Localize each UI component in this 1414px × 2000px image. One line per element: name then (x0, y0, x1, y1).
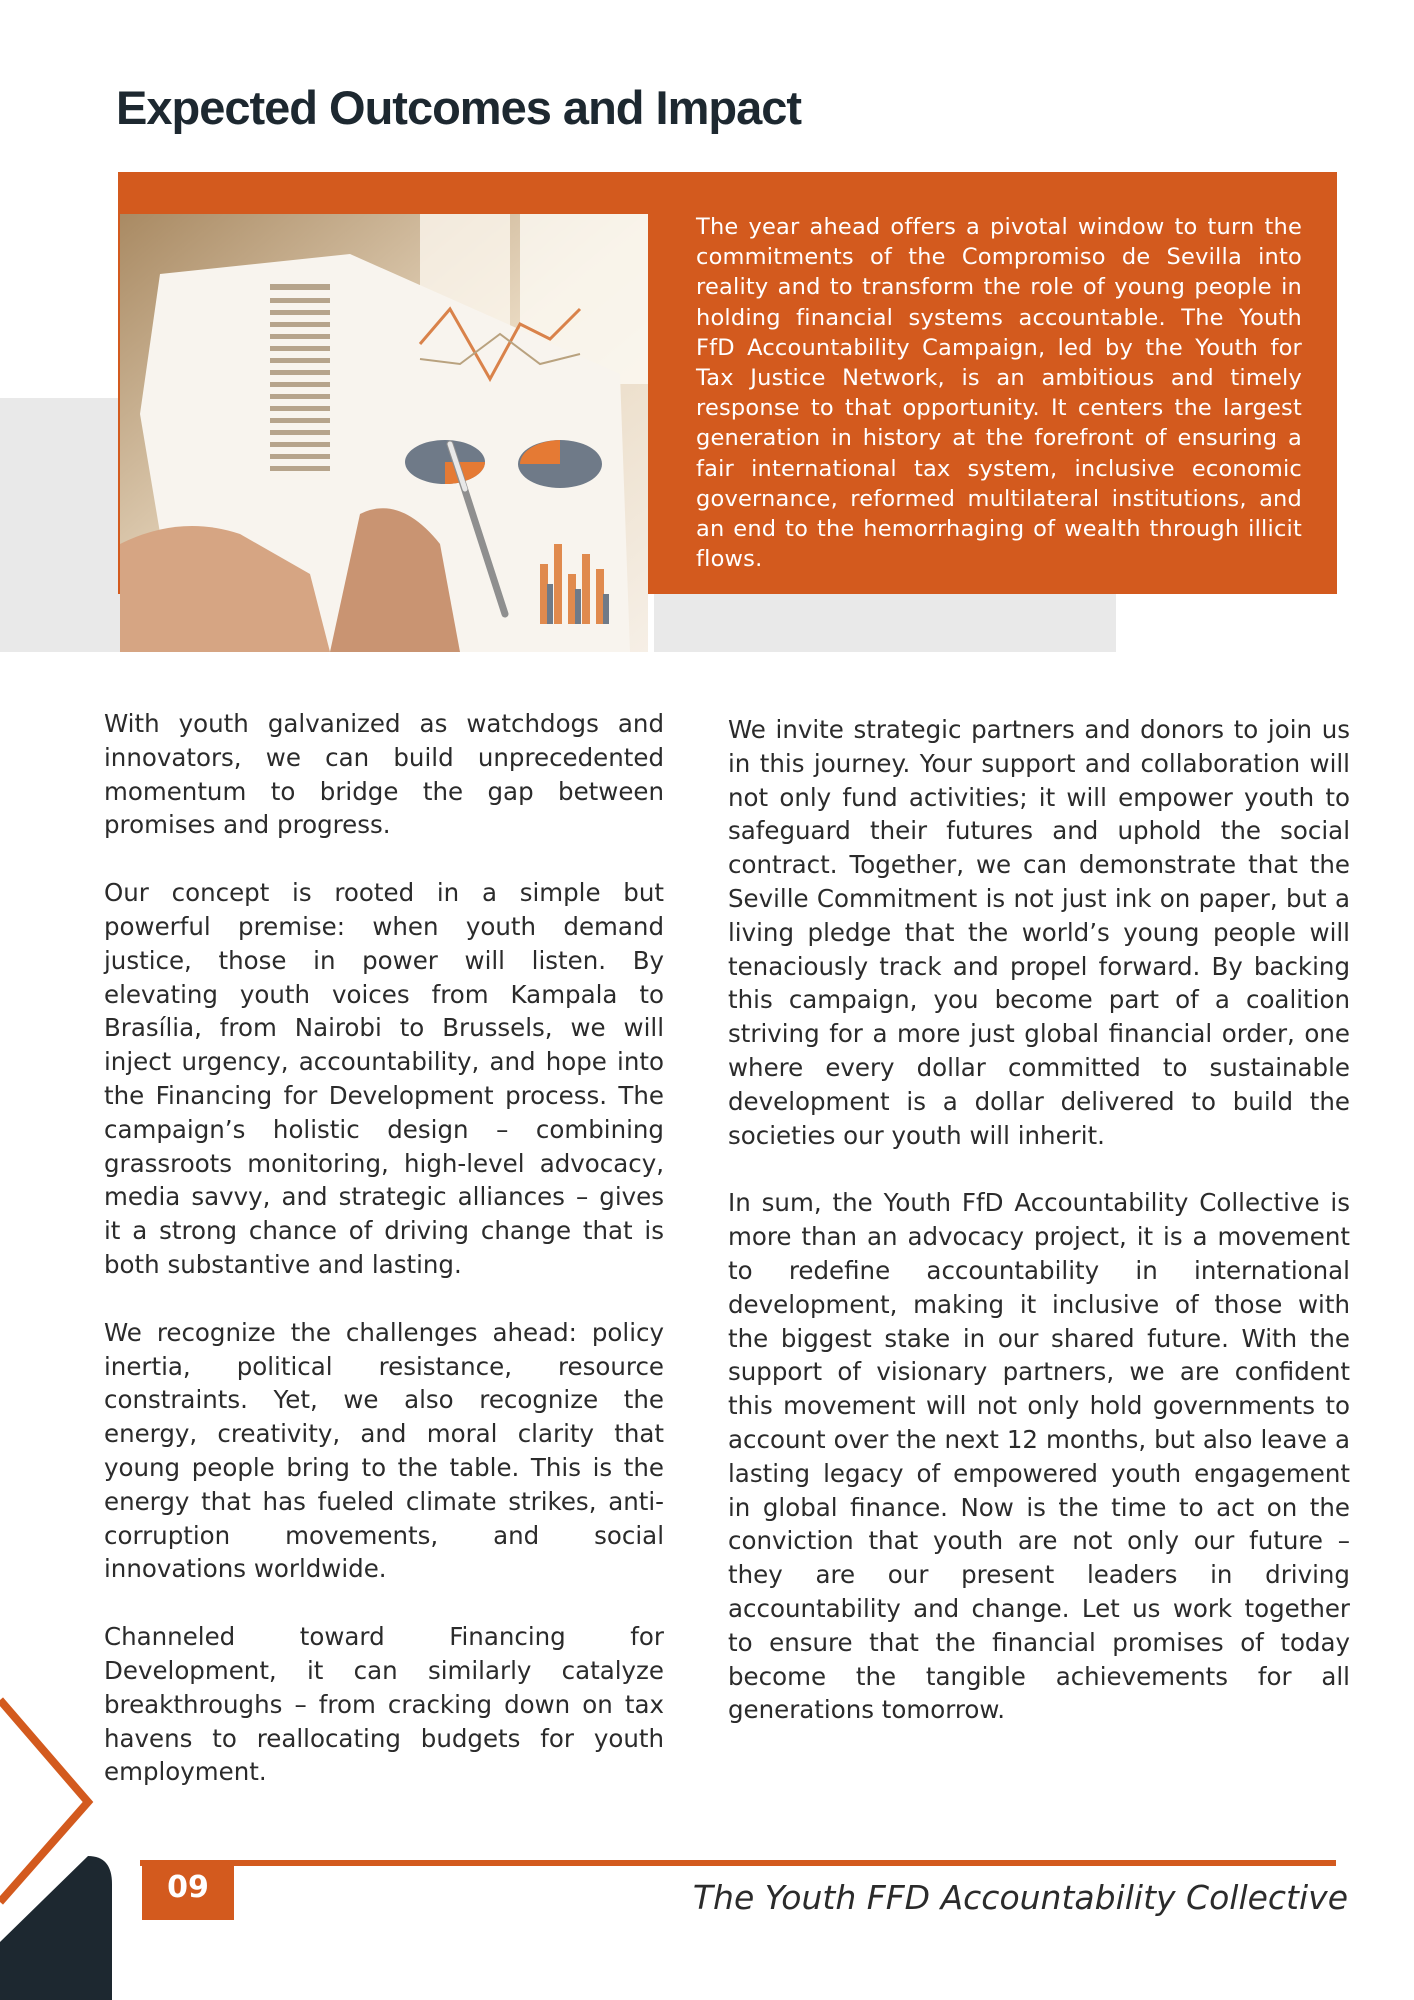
left-paragraph-3: We recognize the challenges ahead: policy inertia, political resistance, resource constraints. Yet, we also recognize the energy, creativity, and moral clarity that young people bring to the table. This is the energy that has fueled climate strikes, anti-corruption movements, and social innovations worldwide. (104, 1317, 664, 1584)
right-column (728, 713, 1350, 1761)
right-paragraph-1: We invite strategic partners and donors to join us in this journey. Your support and collaboration will not only fund activities; it will empower youth to safeguard their futures and uphold the social contract. Together, we can demonstrate that the Seville Commitment is not just ink on paper, but a living pledge that the world’s young people will tenaciously track and propel forward. By backing this campaign, you become part of a coalition striving for a more just global financial order, one where every dollar committed to sustainable development is a dollar delivered to build the societies our youth will inherit. (728, 715, 1350, 1150)
left-paragraph-2: Our concept is rooted in a simple but powerful premise: when youth demand justice, those in power will listen. By elevating youth voices from Kampala to Brasília, from Nairobi to Brussels, we will inject urgency, accountability, and hope into the Financing for Development process. The campaign’s holistic design – combining grassroots monitoring, high-level advocacy, media savvy, and strategic alliances – gives it a strong chance of driving change that is both substantive and lasting. (104, 878, 664, 1279)
left-paragraph-1: With youth galvanized as watchdogs and innovators, we can build unprecedented momentum to bridge the gap between promises and progress. (104, 709, 664, 840)
decorative-gray-block-bottom (654, 594, 1116, 652)
decorative-gray-block-left (0, 398, 120, 652)
left-column (104, 707, 664, 1823)
page-number: 09 (142, 1860, 234, 1920)
footer-divider (140, 1860, 1336, 1866)
page-title: Expected Outcomes and Impact (116, 81, 802, 134)
hand-holding-chart-illustration (120, 214, 648, 652)
intro-paragraph: The year ahead offers a pivotal window to turn the commitments of the Compromiso de Sevilla into reality and to transform the role of young people in holding financial systems accountable. The Youth FfD Accountability Campaign, led by the Youth for Tax Justice Network, is an ambitious and timely response to that opportunity. It centers the largest generation in history at the forefront of ensuring a fair international tax system, inclusive economic governance, reformed multilateral institutions, and an end to the hemorrhaging of wealth through illicit flows. (696, 214, 1302, 573)
corner-decoration (0, 1680, 120, 2000)
report-photo (120, 214, 648, 652)
left-paragraph-4: Channeled toward Financing for Development, it can similarly catalyze breakthroughs – from cracking down on tax havens to reallocating budgets for youth employment. (104, 1622, 664, 1787)
footer-publication-title: The Youth FFD Accountability Collective (692, 1878, 1348, 1917)
right-paragraph-2: In sum, the Youth FfD Accountability Collective is more than an advocacy project, it is a movement to redefine accountability in international development, making it inclusive of those with the biggest stake in our shared future. With the support of visionary partners, we are confident this movement will not only hold governments to account over the next 12 months, but also leave a lasting legacy of empowered youth engagement in global finance. Now is the time to act on the conviction that youth are not only our future – they are our present leaders in driving accountability and change. Let us work together to ensure that the financial promises of today become the tangible achievements for all generations tomorrow. (728, 1188, 1350, 1725)
